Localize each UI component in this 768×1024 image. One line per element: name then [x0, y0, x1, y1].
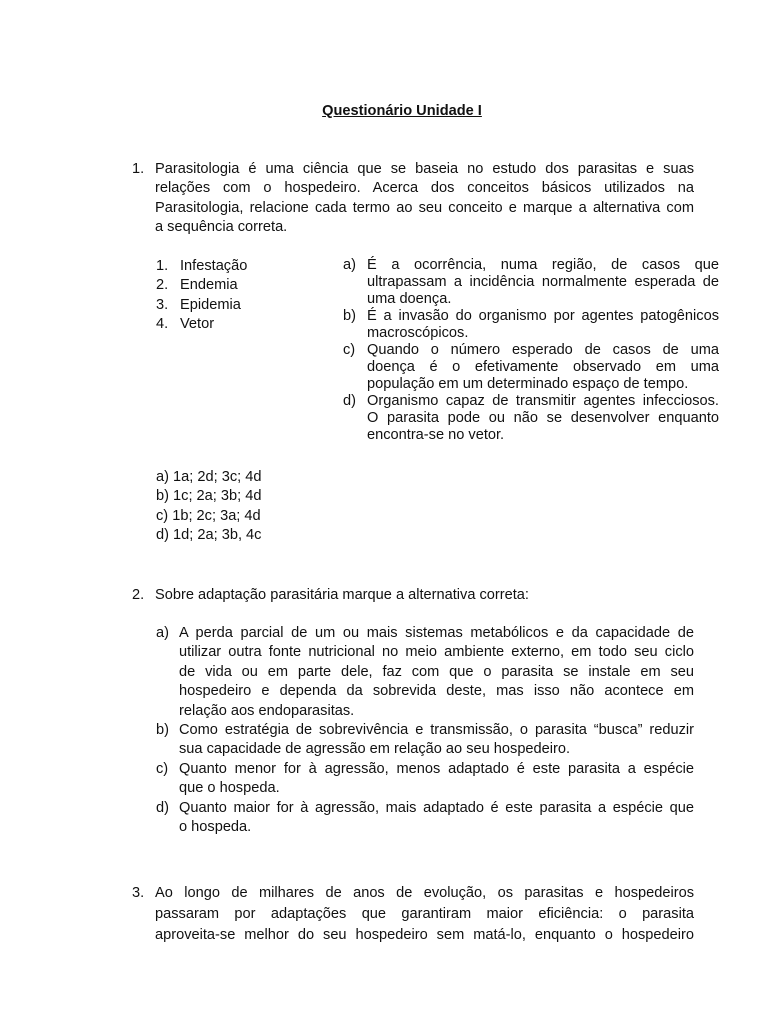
question-line: passaram por adaptações que garantiram maior eficiência: o parasita: [155, 906, 694, 922]
question-line: a sequência correta.: [155, 219, 288, 236]
definition-line: uma doença.: [367, 291, 452, 307]
definition-line: ultrapassam a incidência normalmente esperada de: [367, 274, 719, 290]
option-letter: b): [156, 722, 169, 739]
definition-line: doença é o efetivamente observado em uma: [367, 359, 719, 375]
option-line: o hospeda.: [179, 819, 252, 836]
definition-letter: a): [343, 257, 356, 273]
question-text: [155, 160, 694, 238]
definition-line: É a invasão do organismo por agentes patogênicos: [367, 308, 719, 324]
term-label: Infestação: [180, 258, 248, 274]
definition-letter: d): [343, 393, 356, 409]
term-label: Epidemia: [180, 296, 241, 313]
option-item: [156, 624, 694, 721]
definition-item: [343, 393, 719, 444]
question-line: Parasitologia é uma ciência que se baseia no estudo dos parasitas e suas: [155, 161, 694, 177]
term-number: 2.: [156, 277, 169, 294]
definition-letter: b): [343, 308, 356, 324]
definition-item: [343, 342, 719, 393]
question-line: aproveita-se melhor do seu hospedeiro sem matá-lo, enquanto o hospedeiro: [155, 927, 694, 943]
option-item: [156, 760, 694, 799]
option-line: de vida ou em parte dele, faz com que o parasita se instale em seu: [179, 663, 694, 680]
question-line: Ao longo de milhares de anos de evolução, os parasitas e hospedeiros: [155, 885, 694, 901]
terms-list: [156, 257, 336, 335]
option-line: A perda parcial de um ou mais sistemas metabólicos e da capacidade de: [179, 625, 694, 641]
question-text: [155, 883, 694, 946]
question-text: Sobre adaptação parasitária marque a alternativa correta:: [155, 587, 529, 603]
term-item: [156, 257, 336, 276]
definition-item: [343, 308, 719, 342]
term-label: Endemia: [180, 277, 238, 294]
question-number: 3.: [132, 885, 145, 901]
question-2: [132, 586, 694, 605]
option-letter: a): [156, 625, 169, 641]
option-line: relação aos endoparasitas.: [179, 702, 355, 719]
definition-line: Organismo capaz de transmitir agentes infecciosos.: [367, 393, 719, 409]
term-number: 3.: [156, 296, 169, 313]
answer-options: [156, 468, 261, 546]
option-line: Como estratégia de sobrevivência e transmissão, o parasita “busca” reduzir: [179, 722, 694, 739]
page-title: Questionário Unidade I: [322, 103, 482, 119]
option-line: Quanto maior for à agressão, mais adaptado é este parasita a espécie que: [179, 799, 694, 816]
term-item: [156, 315, 336, 334]
option-line: hospedeiro e dependa da sobrevida deste, mas isso não acontece em: [179, 683, 694, 700]
definition-line: encontra-se no vetor.: [367, 427, 505, 443]
option-letter: c): [156, 760, 169, 777]
answer-option: d) 1d; 2a; 3b, 4c: [156, 527, 262, 544]
option-line: que o hospeda.: [179, 780, 280, 797]
question-1: [132, 160, 694, 238]
term-item: [156, 296, 336, 315]
term-item: [156, 276, 336, 295]
definition-item: [343, 257, 719, 308]
question-number: 1.: [132, 161, 145, 177]
definition-line: O parasita pode ou não se desenvolver enquanto: [367, 410, 719, 426]
definition-line: população em um determinado espaço de tempo.: [367, 376, 689, 392]
answer-option: b) 1c; 2a; 3b; 4d: [156, 488, 262, 505]
term-number: 1.: [156, 258, 169, 274]
q2-options: [156, 624, 694, 837]
definition-line: É a ocorrência, numa região, de casos que: [367, 257, 719, 273]
definition-line: macroscópicos.: [367, 325, 469, 341]
definition-line: Quando o número esperado de casos de uma: [367, 342, 719, 358]
option-line: sua capacidade de agressão em relação ao seu hospedeiro.: [179, 741, 571, 758]
option-item: [156, 721, 694, 760]
option-item: [156, 799, 694, 838]
term-number: 4.: [156, 316, 169, 333]
answer-option: a) 1a; 2d; 3c; 4d: [156, 469, 262, 485]
option-letter: d): [156, 799, 169, 816]
definitions-list: [343, 257, 719, 444]
question-line: Parasitologia, relacione cada termo ao seu conceito e marque a alternativa com: [155, 199, 694, 216]
question-3: [132, 883, 694, 946]
option-line: Quanto menor for à agressão, menos adaptado é este parasita a espécie: [179, 760, 694, 777]
term-label: Vetor: [180, 316, 215, 333]
option-line: utilizar outra fonte nutricional no meio ambiente externo, em todo seu ciclo: [179, 644, 694, 661]
question-line: relações com o hospedeiro. Acerca dos conceitos básicos utilizados na: [155, 180, 694, 197]
answer-option: c) 1b; 2c; 3a; 4d: [156, 507, 261, 524]
definition-letter: c): [343, 342, 356, 358]
question-number: 2.: [132, 587, 145, 603]
